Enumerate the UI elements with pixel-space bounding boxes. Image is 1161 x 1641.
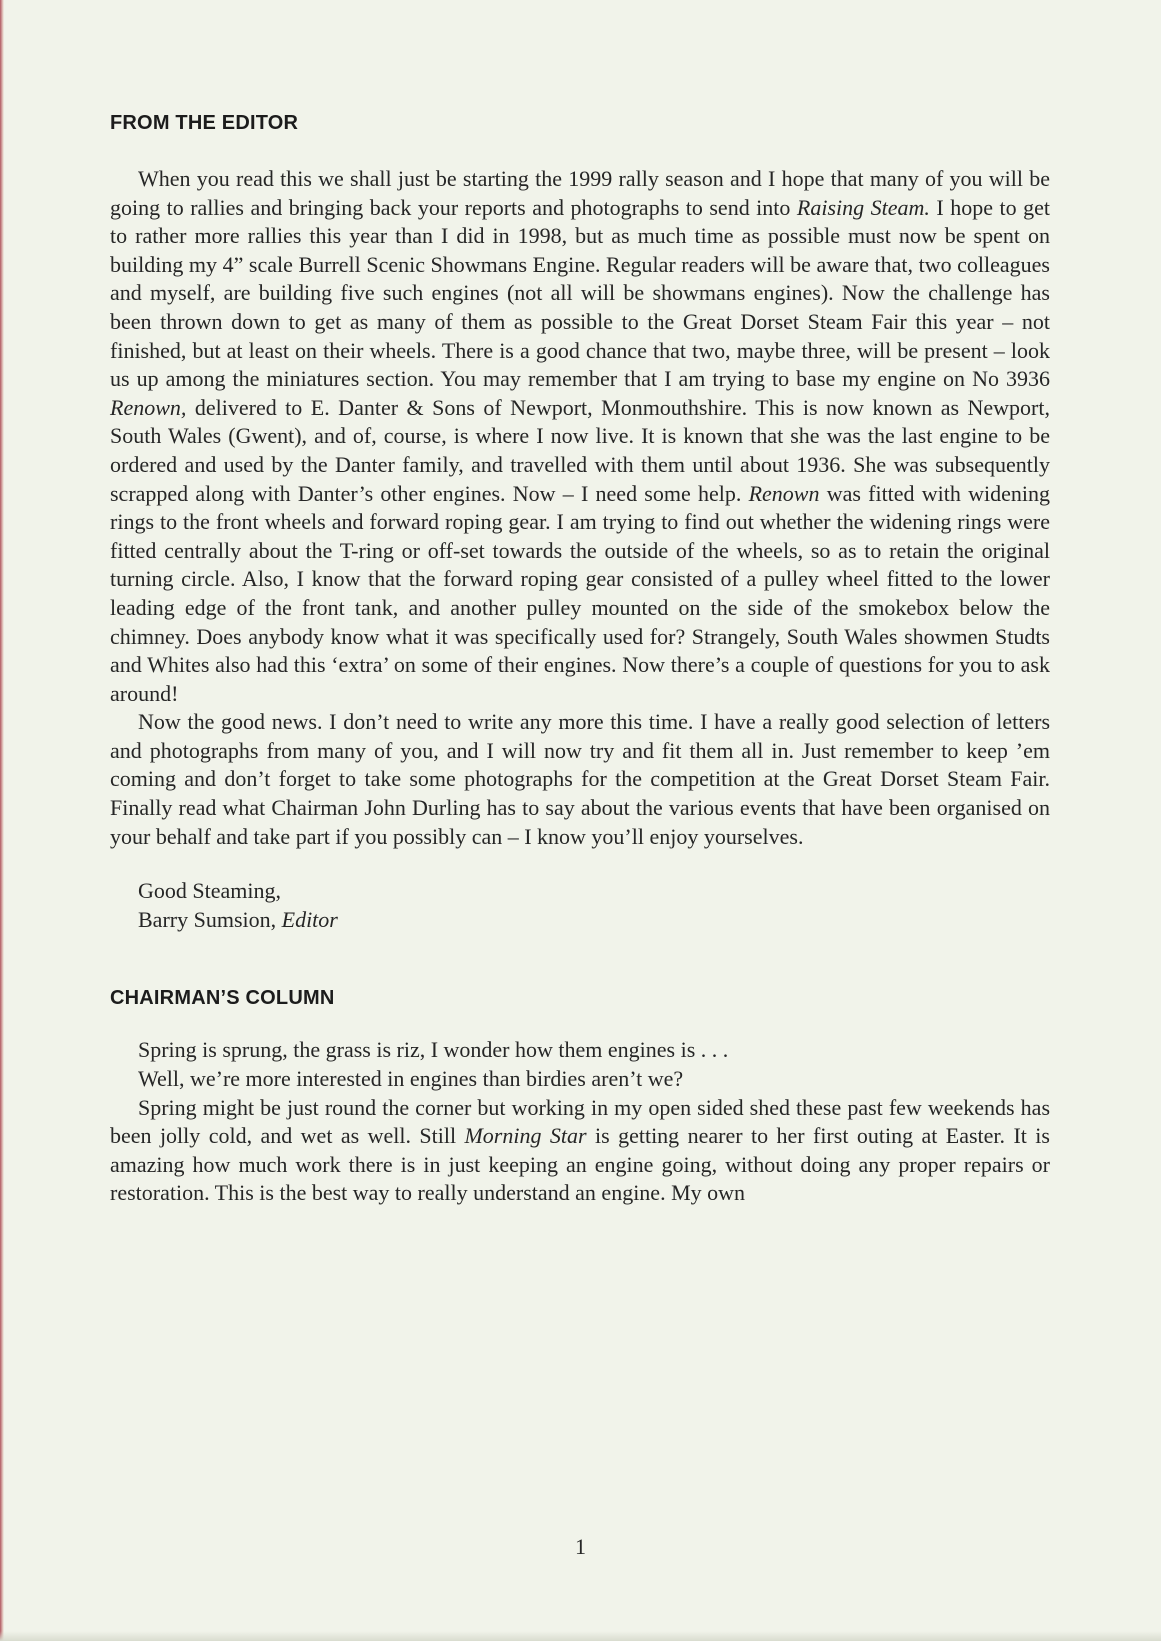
page-bottom-edge — [0, 1631, 1161, 1641]
signoff-greeting: Good Steaming, — [138, 878, 281, 904]
editor-heading: FROM THE EDITOR — [110, 112, 299, 134]
editor-signoff — [110, 877, 1050, 934]
text-column — [110, 112, 1050, 1208]
chairman-paragraph-1: Spring is sprung, the grass is riz, I wonder how them engines is . . . — [138, 1037, 729, 1063]
chairman-paragraph-3: Spring might be just round the corner but working in my open sided shed these past few weekends has been jolly cold, and wet as well. Still Morning Star is getting nearer to her first outing at Easter. It is amazing how much work there is in just keeping an engine going, without doing any proper repairs or restoration. This is the best way to really understand an engine. My own — [110, 1094, 1050, 1206]
binding-edge — [0, 0, 4, 1641]
editor-paragraph-2: Now the good news. I don’t need to write any more this time. I have a really good selection of letters and photographs from many of you, and I will now try and fit them all in. Just remember to keep ’em coming and don’t forget to take some photographs for the competition at the Great Dorset Steam Fair. Finally read what Chairman John Durling has to say about the various events that have been organised on your behalf and take part if you possibly can – I know you’ll enjoy yourselves. — [110, 709, 1050, 849]
chairman-heading: CHAIRMAN’S COLUMN — [110, 987, 335, 1010]
chairman-paragraph-2: Well, we’re more interested in engines than birdies aren’t we? — [138, 1066, 684, 1092]
page-number: 1 — [575, 1534, 586, 1559]
editor-paragraph-1: When you read this we shall just be starting the 1999 rally season and I hope that many of you will be going to rallies and bringing back your reports and photographs to send into Raising Steam. I hope to get to rather more rallies this year than I did in 1998, but as much time as possible must now be spent on building my 4” scale Burrell Scenic Showmans Engine. Regular readers will be aware that, two colleagues and myself, are building five such engines (not all will be showmans engines). Now the challenge has been thrown down to get as many of them as possible to the Great Dorset Steam Fair this year – not finished, but at least on their wheels. There is a good chance that two, maybe three, will be present – look us up among the miniatures section. You may remember that I am trying to base my engine on No 3936 Renown, delivered to E. Danter & Sons of Newport, Monmouthshire. This is now known as Newport, South Wales (Gwent), and of, course, is where I now live. It is known that she was the last engine to be ordered and used by the Danter family, and travelled with them until about 1936. She was subsequently scrapped along with Danter’s other engines. Now – I need some help. Renown was fitted with widening rings to the front wheels and forward roping gear. I am trying to find out whether the widening rings were fitted centrally about the T-ring or off-set towards the outside of the wheels, so as to retain the original turning circle. Also, I know that the forward roping gear consisted of a pulley wheel fitted to the lower leading edge of the front tank, and another pulley mounted on the side of the smokebox below the chimney. Does anybody know what it was specifically used for? Strangely, South Wales showmen Studts and Whites also had this ‘extra’ on some of their engines. Now there’s a couple of questions for you to ask around! — [110, 166, 1050, 706]
signoff-signature: Barry Sumsion, Editor — [138, 906, 338, 932]
